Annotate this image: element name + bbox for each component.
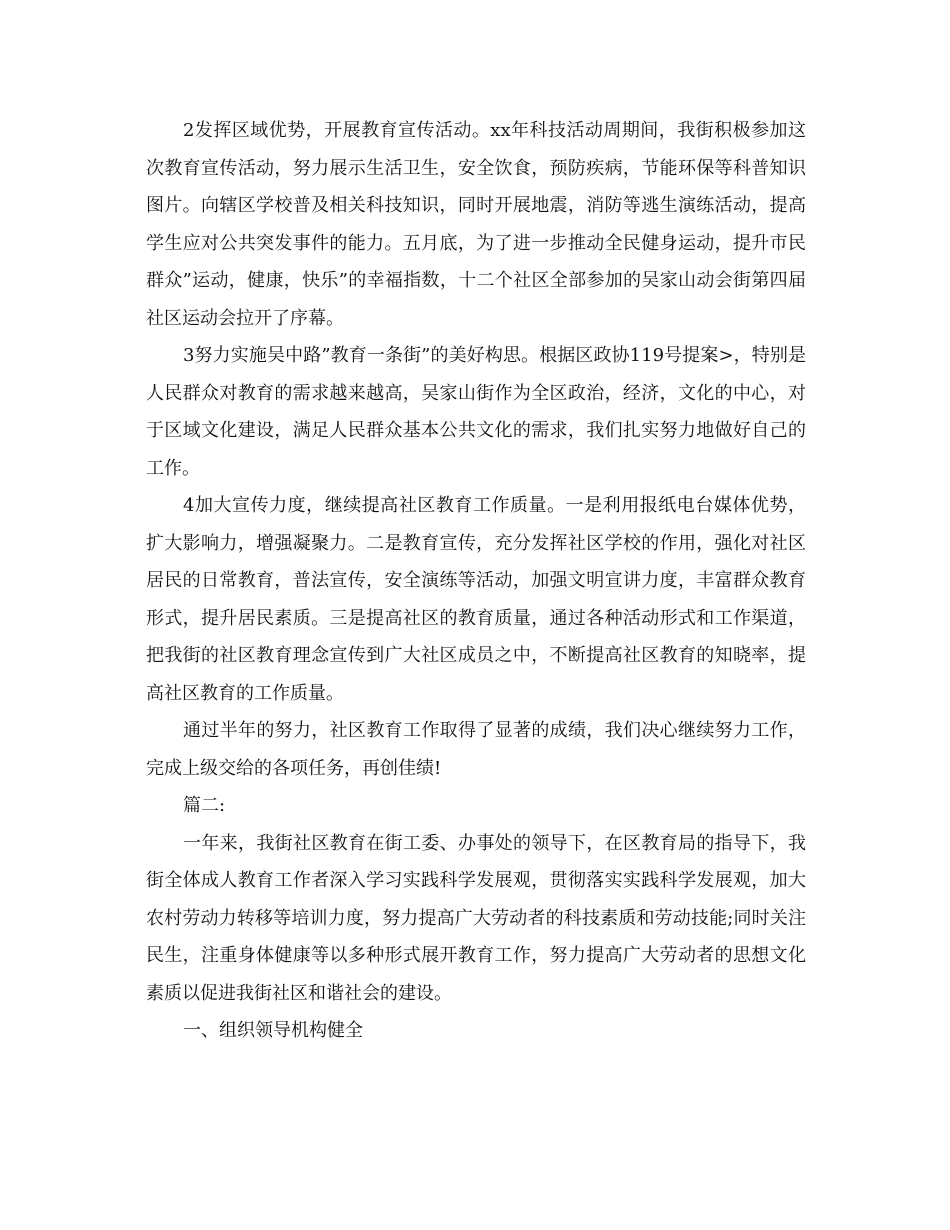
section-heading-organization: 一、组织领导机构健全 bbox=[183, 1020, 363, 1041]
document-body bbox=[146, 112, 806, 1050]
paragraph-4: 通过半年的努力，社区教育工作取得了显著的成绩，我们决心继续努力工作，完成上级交给的各项任务，再创佳绩! bbox=[146, 720, 806, 779]
paragraph-2: 3努力实施吴中路”教育一条街”的美好构思。根据区政协119号提案>，特别是人民群众对教育的需求越来越高，吴家山街作为全区政治，经济，文化的中心，对于区域文化建设，满足人民群众基本公共文化的需求，我们扎实努力地做好自己的工作。 bbox=[146, 345, 806, 479]
paragraph-5: 一年来，我街社区教育在街工委、办事处的领导下，在区教育局的指导下，我街全体成人教育工作者深入学习实践科学发展观，贯彻落实实践科学发展观，加大农村劳动力转移等培训力度，努力提高广大劳动者的科技素质和劳动技能;同时关注民生，注重身体健康等以多种形式展开教育工作，努力提高广大劳动者的思想文化素质以促进我街社区和谐社会的建设。 bbox=[146, 832, 806, 1004]
paragraph-1: 2发挥区域优势，开展教育宣传活动。xx年科技活动周期间，我街积极参加这次教育宣传活动，努力展示生活卫生，安全饮食，预防疾病，节能环保等科普知识图片。向辖区学校普及相关科技知识，同时开展地震，消防等逃生演练活动，提高学生应对公共突发事件的能力。五月底，为了进一步推动全民健身运动，提升市民群众”运动，健康，快乐”的幸福指数，十二个社区全部参加的吴家山动会街第四届社区运动会拉开了序幕。 bbox=[146, 120, 806, 329]
paragraph-3: 4加大宣传力度，继续提高社区教育工作质量。一是利用报纸电台媒体优势，扩大影响力，增强凝聚力。二是教育宣传，充分发挥社区学校的作用，强化对社区居民的日常教育，普法宣传，安全演练等活动，加强文明宣讲力度，丰富群众教育形式，提升居民素质。三是提高社区的教育质量，通过各种活动形式和工作渠道，把我街的社区教育理念宣传到广大社区成员之中，不断提高社区教育的知晓率，提高社区教育的工作质量。 bbox=[146, 495, 806, 704]
section-heading-part-two: 篇二: bbox=[183, 795, 226, 816]
